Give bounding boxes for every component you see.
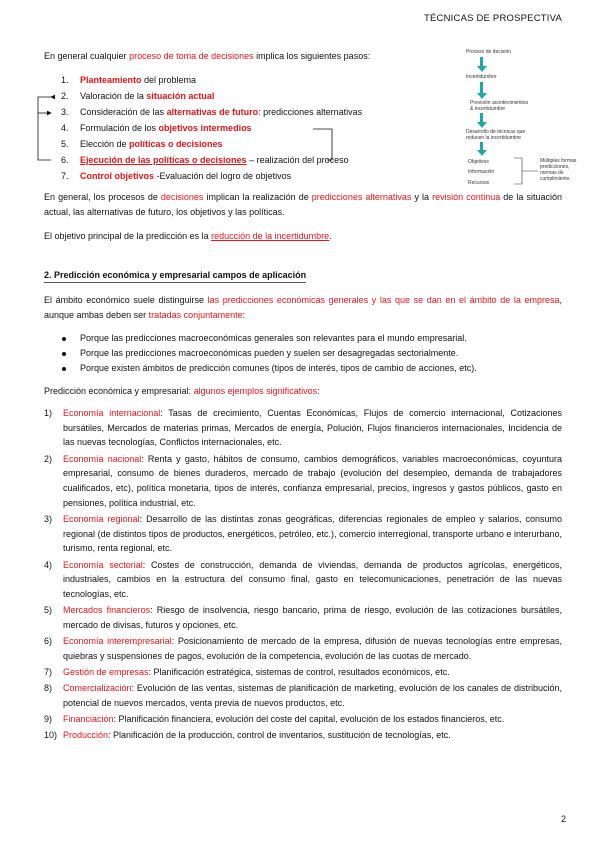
list-item: Porque existen ámbitos de predicción comunes (tipos de interés, tipos de cambio de acciones, etc). [60,361,477,376]
diagram-label: & incertidumbre [470,106,506,112]
paragraph-decisiones: En general, los procesos de decisiones implican la realización de predicciones alternativas y la revisión continua de la situación actual, las alternativas de futuro, los objetivos y las políticas. [44,192,562,217]
page-number: 2 [560,814,566,824]
examples-list [44,406,562,744]
list-item: 7) Gestión de empresas: Planificación estratégica, sistemas de control, resultados económicos, etc. [44,666,450,677]
list-item: 6) Economía interempresarial: Posicionamiento de mercado de la empresa, difusión de nuevas tecnologías entre empresas, quiebras y suspensiones de pagos, evolución de la competencia, evolución de las cuotas de mercado. [44,636,562,661]
bullet-list [60,331,477,376]
paragraph-objetivo: El objetivo principal de la predicción es la reducción de la incertidumbre. [44,231,332,241]
list-item: 10) Producción: Planificación de la producción, control de inventarios, sustitución de tecnologías, etc. [44,730,451,741]
diagram-label: Objetivos [468,159,489,165]
paragraph-ambito: El ámbito económico suele distinguirse las predicciones económicas generales y las que se dan en el ámbito de la empresa, aunque ambas deben ser tratadas conjuntamente: [44,295,562,320]
list-item: 1) Economía internacional: Tasas de crecimiento, Cuentas Económicas, Flujos de comercio internacional, Cotizaciones bursátiles, Mercados de materias primas, Mercados de energía, Polución, Flujos financieros internacionales, Incidencia de las nuevas tecnologías, Conflictos internacionales, etc. [44,408,562,448]
list-item: 2) Economía nacional: Renta y gasto, hábitos de consumo, cambios demográficos, variables macroeconómicas, coyuntura empresarial, consumo de bienes duraderos, mercado de trabajo (evolución del desempleo, demanda de trabajadores cualificados, etc), política monetaria, tipos de interés, confianza empresarial, precios, ingresos y gastos públicos, gasto en pensiones, política industrial, etc. [44,453,562,508]
diagram-label: Proceso de decisión [466,49,512,55]
page-header-title: TÉCNICAS DE PROSPECTIVA [424,13,562,24]
diagram-label: Desarrollo de técnicas que [466,129,526,135]
intro-text: En general cualquier [44,51,130,61]
diagram-label: predicciones, [540,164,570,170]
list-item: Porque las predicciones macroeconómicas pueden y suelen ser desagregadas sectorialmente. [60,346,477,361]
list-item: 5) Mercados financieros: Riesgo de insolvencia, riesgo bancario, prima de riesgo, evolución de las cotizaciones bursátiles, mercado de divisas, futuros y opciones, etc. [44,605,562,630]
diagram-label: Múltiples formas [540,158,577,164]
section-heading: 2. Predicción económica y empresarial campos de aplicación [44,269,306,283]
diagram-label: cumplimiento [540,176,570,182]
list-item: 9) Financiación: Planificación financiera, evolución del coste del capital, evolución de los estados financieros, etc. [44,714,505,725]
intro-paragraph [44,49,370,64]
examples-intro: Predicción económica y empresarial: algunos ejemplos significativos: [44,386,320,396]
diagram-label: Recursos [468,180,490,186]
list-item: 8) Comercialización: Evolución de las ventas, sistemas de planificación de marketing, evolución de los canales de distribución, potencial de nuevos mercados, venta previa de nuevos productos, etc. [44,683,562,708]
intro-highlight: proceso de toma de decisiones [129,51,254,61]
intro-text-end: implica los siguientes pasos: [253,51,371,61]
diagram-label: Incertidumbre [466,74,497,80]
process-diagram [460,44,590,194]
diagram-label: normas de [540,170,564,176]
list-item: 4) Economía sectorial: Costes de construcción, demanda de viviendas, demanda de productos agrícolas, energéticos, industriales, cambios en la estructura del consumo final, gasto en telecomunicaciones, penetración de las nuevas tecnologías, etc. [44,559,562,599]
list-item: 3) Economía regional: Desarrollo de las distintas zonas geográficas, diferencias regionales de empleo y salarios, consumo regional (de distintos tipos de productos, energéticos, petróleo, etc.), comercio interregional, transporte urbano e interurbano, turismo, renta regional, etc. [44,513,562,554]
diagram-label: Información [468,169,495,175]
list-item: Porque las predicciones macroeconómicas generales son relevantes para el mundo empresarial. [60,331,477,346]
diagram-label: Previsión acontecimientos [470,100,529,106]
diagram-label: reducen la incertidumbre [466,135,522,141]
